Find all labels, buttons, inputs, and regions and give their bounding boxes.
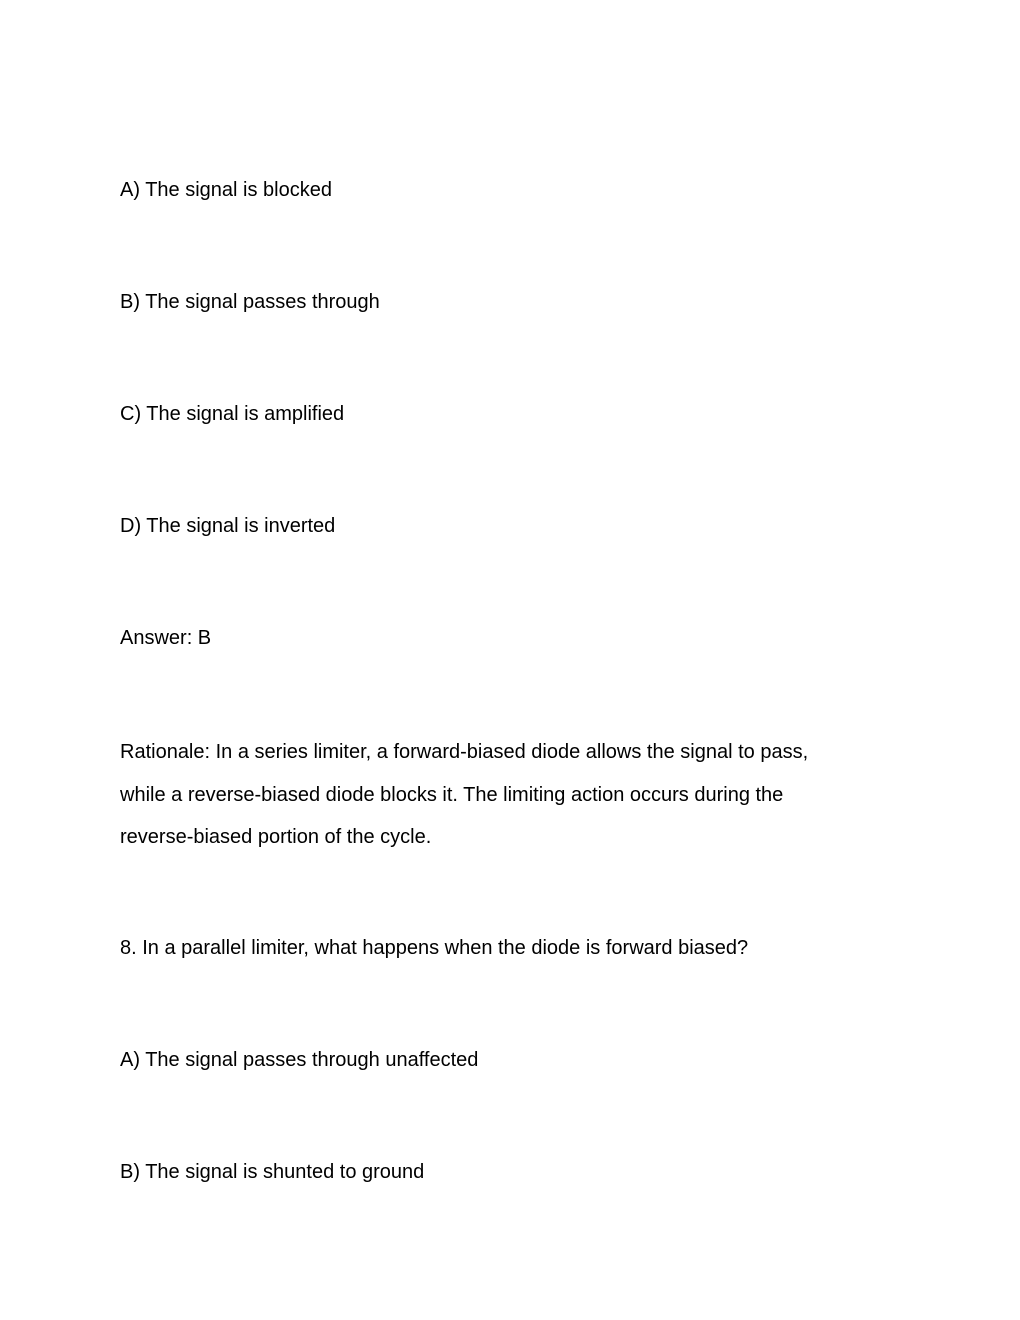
q8-question: 8. In a parallel limiter, what happens when the diode is forward biased? xyxy=(120,937,749,959)
q7-option-d: D) The signal is inverted xyxy=(120,515,336,537)
q7-answer: Answer: B xyxy=(120,627,212,649)
q7-rationale-line-3: reverse-biased portion of the cycle. xyxy=(120,826,432,848)
q8-option-b: B) The signal is shunted to ground xyxy=(120,1161,425,1183)
q7-option-b: B) The signal passes through xyxy=(120,291,380,313)
q7-rationale xyxy=(120,731,880,859)
q7-option-a: A) The signal is blocked xyxy=(120,179,332,201)
q8-option-a: A) The signal passes through unaffected xyxy=(120,1049,479,1071)
q7-option-c: C) The signal is amplified xyxy=(120,403,345,425)
q7-rationale-line-1: Rationale: In a series limiter, a forward-biased diode allows the signal to pass, xyxy=(120,741,809,763)
q7-rationale-line-2: while a reverse-biased diode blocks it. The limiting action occurs during the xyxy=(120,783,784,806)
